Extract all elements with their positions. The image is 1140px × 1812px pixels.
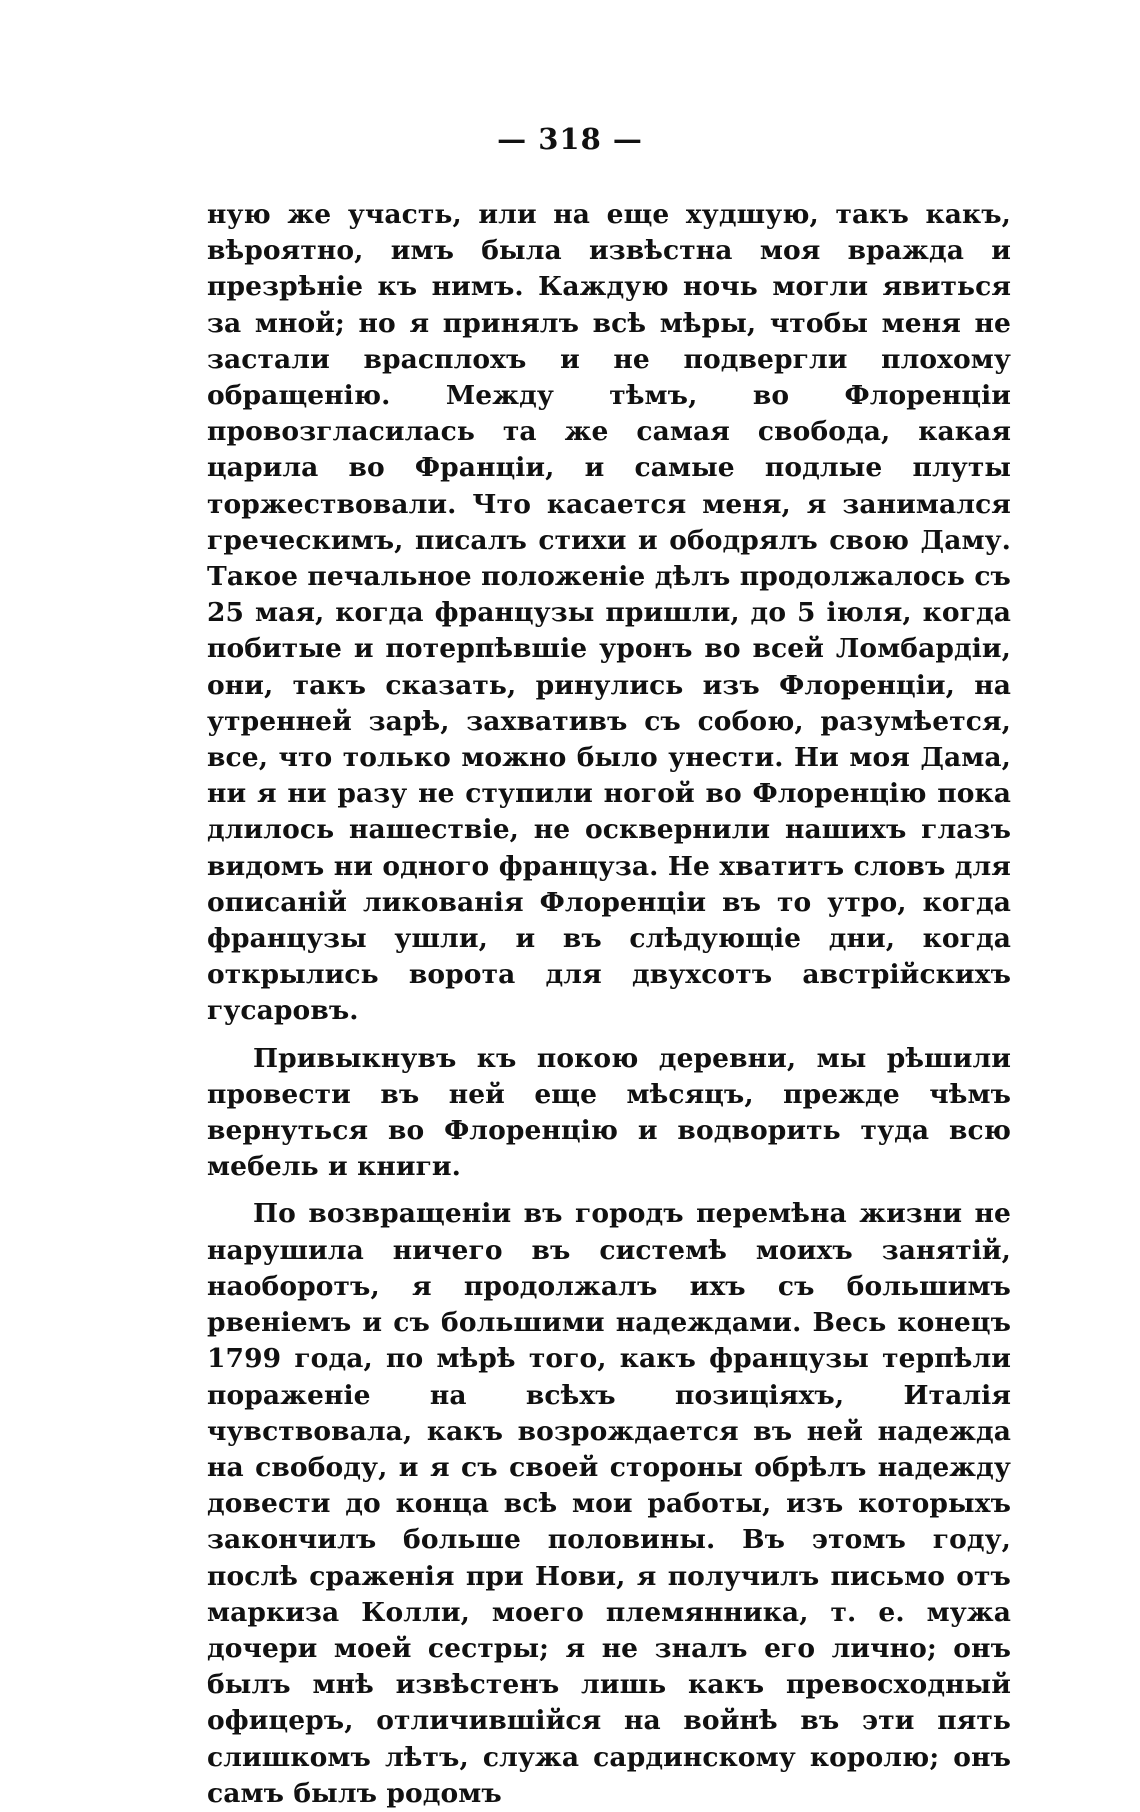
body-text [207, 197, 1011, 1812]
page-number: — 318 — [497, 122, 643, 156]
paragraph-continuation: ную же участь, или на еще худшую, такъ какъ, вѣроятно, имъ была извѣстна моя вражда и презрѣніе къ нимъ. Каждую ночь могли явиться за мной; но я принялъ всѣ мѣры, чтобы меня не застали врасплохъ и не подвергли плохому обращенію. Между тѣмъ, во Флоренціи провозгласилась та же самая свобода, какая царила во Франціи, и самые подлые плуты торжествовали. Что касается меня, я занимался греческимъ, писалъ стихи и ободрялъ свою Даму. Такое печальное положеніе дѣлъ продолжалось съ 25 мая, когда французы пришли, до 5 іюля, когда побитые и потерпѣвшіе уронъ во всей Ломбардіи, они, такъ сказать, ринулись изъ Флоренціи, на утренней зарѣ, захвативъ съ собою, разумѣется, все, что только можно было унести. Ни моя Дама, ни я ни разу не ступили ногой во Флоренцію пока длилось нашествіе, не осквернили нашихъ глазъ видомъ ни одного француза. Не хватитъ словъ для описаній ликованія Флоренціи въ то утро, когда французы ушли, и въ слѣдующіе дни, когда открылись ворота для двухсотъ австрійскихъ гусаровъ. [207, 199, 1011, 1027]
paragraph-return-to-florence: Привыкнувъ къ покою деревни, мы рѣшили провести въ ней еще мѣсяцъ, прежде чѣмъ вернуться во Флоренцію и водворить туда всю мебель и книги. [207, 1042, 1011, 1183]
paragraph-return-to-city: По возвращеніи въ городъ перемѣна жизни не нарушила ничего въ системѣ моихъ занятій, наоборотъ, я продолжалъ ихъ съ большимъ рвеніемъ и съ большими надеждами. Весь конецъ 1799 года, по мѣрѣ того, какъ французы терпѣли пораженіе на всѣхъ позиціяхъ, Италія чувствовала, какъ возрождается въ ней надежда на свободу, и я съ своей стороны обрѣлъ надежду довести до конца всѣ мои работы, изъ которыхъ закончилъ больше половины. Въ этомъ году, послѣ сраженія при Нови, я получилъ письмо отъ маркиза Колли, моего племянника, т. е. мужа дочери моей сестры; я не зналъ его лично; онъ былъ мнѣ извѣстенъ лишь какъ превосходный офицеръ, отличившійся на войнѣ въ эти пять слишкомъ лѣтъ, служа сардинскому королю; онъ самъ былъ родомъ [207, 1198, 1011, 1809]
